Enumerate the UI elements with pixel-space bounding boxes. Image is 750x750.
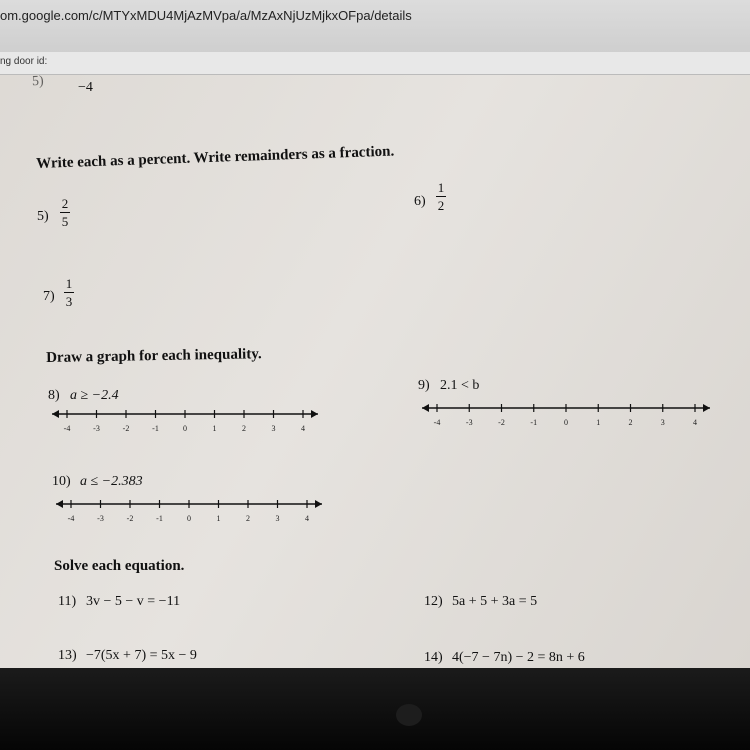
- section-heading-percent: Write each as a percent. Write remainders as a fraction.: [36, 143, 395, 172]
- number-line-arrow: [52, 410, 59, 418]
- number-line-tick-label: 1: [212, 424, 217, 433]
- number-line-tick-label: -3: [93, 424, 100, 433]
- number-line-tick-label: -3: [97, 514, 104, 523]
- problem-10-inequality: a ≤ −2.383: [80, 474, 143, 489]
- number-line-arrow: [311, 410, 318, 418]
- number-line-tick-label: -1: [152, 424, 159, 433]
- fraction-numerator: 1: [65, 276, 73, 291]
- number-line-tick-label: -3: [465, 418, 473, 427]
- number-line-tick-label: 4: [305, 514, 309, 523]
- prev-problem-value: −4: [78, 80, 93, 95]
- number-line-tick-label: 4: [693, 418, 697, 427]
- number-line-tick-label: 2: [242, 424, 246, 433]
- problem-7-fraction: [64, 276, 74, 309]
- number-line-arrow: [56, 500, 63, 508]
- problem-5-fraction: [60, 196, 70, 229]
- problem-9-inequality: 2.1 < b: [440, 378, 480, 393]
- fraction-bar: [60, 212, 70, 213]
- problem-11-label: 11): [58, 594, 77, 609]
- problem-11-equation: 3v − 5 − v = −11: [86, 594, 181, 609]
- problem-8-label: 8): [48, 388, 60, 403]
- number-line-tick-label: -1: [156, 514, 163, 523]
- fraction-bar: [64, 292, 74, 293]
- problem-13-label: 13): [58, 648, 77, 663]
- prev-problem-label: 5): [31, 73, 44, 90]
- camera-reflection: [396, 704, 422, 726]
- number-line-tick-label: 1: [596, 418, 601, 427]
- number-line-tick-label: -1: [530, 418, 538, 427]
- bookmark-bar: [0, 52, 750, 75]
- number-line-tick-label: 0: [183, 424, 187, 433]
- number-line-tick-label: 3: [271, 424, 276, 433]
- number-line-arrow: [422, 404, 429, 412]
- number-line-tick-label: 0: [187, 514, 191, 523]
- problem-6-fraction: [436, 180, 446, 213]
- problem-7-label: 7): [43, 289, 55, 304]
- number-line-10[interactable]: [54, 496, 324, 532]
- number-line-9[interactable]: [420, 400, 712, 436]
- number-line-tick-label: 2: [628, 418, 633, 427]
- fraction-denominator: 3: [65, 294, 73, 309]
- number-line-tick-label: -4: [433, 418, 441, 427]
- worksheet: [0, 74, 750, 670]
- number-line-tick-label: 2: [246, 514, 250, 523]
- number-line-tick-label: 1: [216, 514, 221, 523]
- number-line-tick-label: -2: [126, 514, 134, 523]
- problem-10-label: 10): [52, 474, 71, 489]
- problem-9-label: 9): [418, 378, 430, 393]
- url-text[interactable]: om.google.com/c/MTYxMDU4MjAzMVpa/a/MzAxNjUzMjkxOFpa/details: [0, 8, 412, 23]
- number-line-arrow: [315, 500, 322, 508]
- number-line-arrow: [703, 404, 710, 412]
- section-heading-graph: Draw a graph for each inequality.: [46, 346, 262, 366]
- browser-url-bar[interactable]: [0, 0, 750, 52]
- fraction-numerator: 2: [61, 196, 69, 211]
- problem-13-equation: −7(5x + 7) = 5x − 9: [86, 648, 197, 663]
- monitor-bezel: [0, 668, 750, 750]
- fraction-denominator: 2: [437, 198, 445, 213]
- problem-14-label: 14): [424, 650, 443, 665]
- section-heading-equations: Solve each equation.: [54, 558, 185, 574]
- problem-12-label: 12): [424, 594, 443, 609]
- number-line-tick-label: -4: [63, 424, 71, 433]
- problem-8-inequality: a ≥ −2.4: [70, 388, 119, 403]
- problem-14-equation: 4(−7 − 7n) − 2 = 8n + 6: [452, 650, 585, 665]
- number-line-tick-label: 3: [275, 514, 280, 523]
- number-line-tick-label: 3: [660, 418, 665, 427]
- problem-12-equation: 5a + 5 + 3a = 5: [452, 594, 538, 609]
- number-line-tick-label: -2: [498, 418, 505, 427]
- fraction-bar: [436, 196, 446, 197]
- number-line-tick-label: 4: [301, 424, 305, 433]
- problem-5-label: 5): [37, 209, 49, 224]
- fraction-denominator: 5: [61, 214, 69, 229]
- fraction-numerator: 1: [437, 180, 445, 195]
- number-line-tick-label: -2: [122, 424, 130, 433]
- number-line-tick-label: 0: [564, 418, 568, 427]
- bookmark-item[interactable]: ng door id:: [0, 56, 48, 67]
- problem-6-label: 6): [414, 194, 426, 209]
- number-line-tick-label: -4: [67, 514, 75, 523]
- number-line-8[interactable]: [50, 406, 320, 442]
